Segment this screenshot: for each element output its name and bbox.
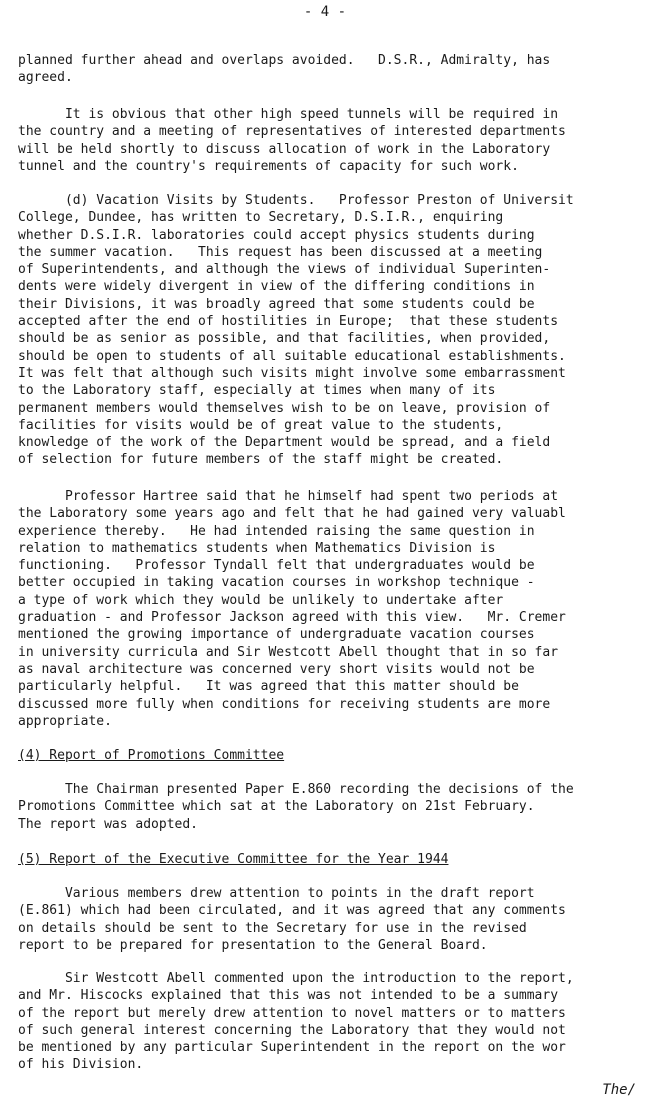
heading-executive-committee-report: (5) Report of the Executive Committee for the Year 1944: [18, 852, 449, 867]
paragraph-hartree-discussion: Professor Hartree said that he himself had spent two periods at the Laboratory some years ago and felt that he had gained very valuabl experience thereby. He had intended raising the same question in relation to mathematics students when Mathematics Division is functioning. Professor Tyndall felt that undergraduates would be better occupied in taking vacation courses in workshop technique - a type of work which they would be unlikely to undertake after graduation - and Professor Jackson agreed with this view. Mr. Cremer mentioned the growing importance of undergraduate vacation courses in university curricula and Sir Westcott Abell thought that in so far as naval architecture was concerned very short visits would not be particularly helpful. It was agreed that this matter should be discussed more fully when conditions for receiving students are more appropriate.: [18, 489, 566, 729]
catchword: The/: [602, 1082, 636, 1098]
paragraph-continuation: planned further ahead and overlaps avoided. D.S.R., Admiralty, has agreed.: [18, 53, 551, 86]
paragraph-chairman-paper: The Chairman presented Paper E.860 recording the decisions of the Promotions Committee which sat at the Laboratory on 21st February. The report was adopted.: [18, 782, 574, 832]
paragraph-abell-hiscocks: Sir Westcott Abell commented upon the introduction to the report, and Mr. Hiscocks explained that this was not intended to be a summary of the report but merely drew attention to novel matters or to matters of such general interest concerning the Laboratory that they would not be mentioned by any particular Superintendent in the report on the wor of his Division.: [18, 971, 574, 1073]
paragraph-vacation-visits: (d) Vacation Visits by Students. Professor Preston of Universit College, Dundee, has written to Secretary, D.S.I.R., enquiring whether D.S.I.R. laboratories could accept physics students during the summer vacation. This request has been discussed at a meeting of Superintendents, and although the views of individual Superinten- dents were widely divergent in view of the differing conditions in their Divisions, it was broadly agreed that some students could be accepted after the end of hostilities in Europe; that these students should be as senior as possible, and that facilities, when provided, should be open to students of all suitable educational establishments. It was felt that although such visits might involve some embarrassment to the Laboratory staff, especially at times when many of its permanent members would themselves wish to be on leave, provision of facilities for visits would be of great value to the students, knowledge of the work of the Department would be spread, and a field of selection for future members of the staff might be created.: [18, 193, 574, 468]
page-number: - 4 -: [303, 4, 347, 20]
paragraph-high-speed-tunnels: It is obvious that other high speed tunnels will be required in the country and a meeting of representatives of interested departments will be held shortly to discuss allocation of work in the Laboratory tunnel and the country's requirements of capacity for such work.: [18, 107, 566, 174]
paragraph-draft-report: Various members drew attention to points in the draft report (E.861) which had been circulated, and it was agreed that any comments on details should be sent to the Secretary for use in the revised report to be prepared for presentation to the General Board.: [18, 886, 566, 953]
heading-promotions-committee: (4) Report of Promotions Committee: [18, 748, 285, 763]
